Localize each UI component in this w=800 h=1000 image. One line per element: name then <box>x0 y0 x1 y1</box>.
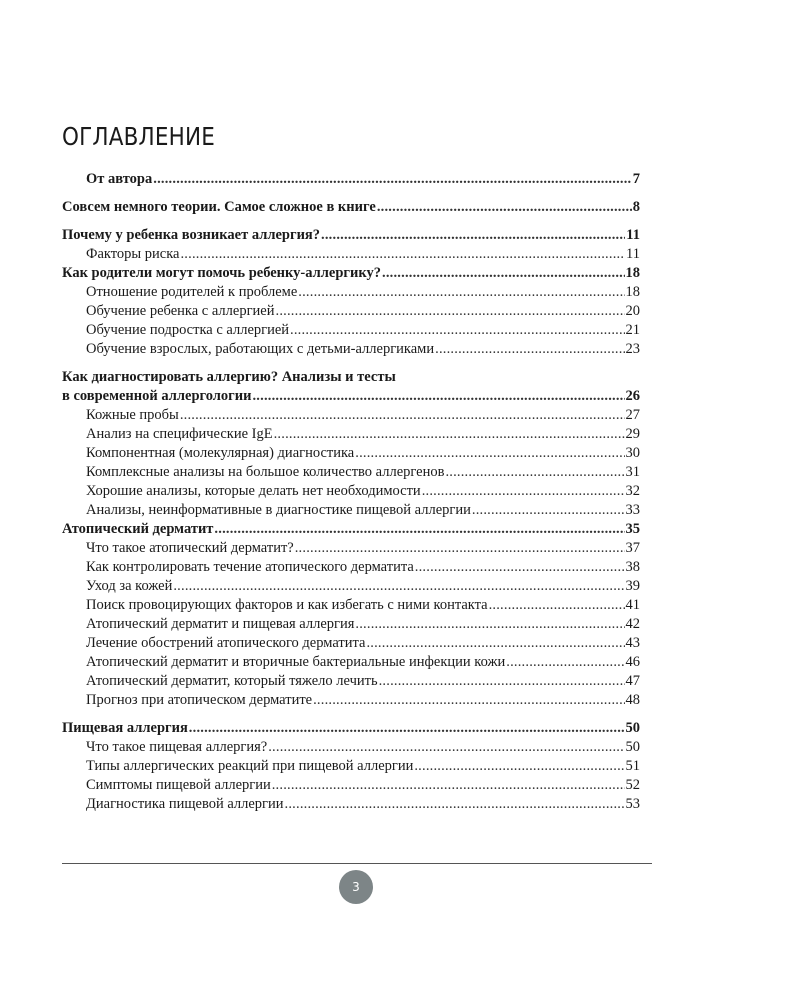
toc-entry[interactable] <box>62 198 640 217</box>
toc-entry-label: Симптомы пищевой аллергии <box>86 777 271 793</box>
leader-dots <box>276 302 625 321</box>
leader-dots <box>422 482 625 501</box>
toc-entry[interactable] <box>62 577 640 596</box>
page-title: ОГЛАВЛЕНИЕ <box>62 122 215 151</box>
toc-entry-page: 23 <box>625 341 640 357</box>
leader-dots <box>435 340 624 359</box>
leader-dots <box>295 539 625 558</box>
toc-entry-page: 26 <box>625 388 640 404</box>
toc-entry[interactable] <box>62 757 640 776</box>
toc-entry-page: 8 <box>632 199 640 215</box>
leader-dots <box>489 596 625 615</box>
table-of-contents <box>62 170 640 814</box>
toc-entry-label: Что такое пищевая аллергия? <box>86 739 268 755</box>
toc-entry-label: Типы аллергических реакций при пищевой аллергии <box>86 758 414 774</box>
toc-entry[interactable] <box>62 226 640 245</box>
toc-entry[interactable] <box>62 691 640 710</box>
toc-entry[interactable] <box>62 539 640 558</box>
toc-entry-page: 20 <box>625 303 640 319</box>
toc-entry-page: 7 <box>632 171 640 187</box>
leader-dots <box>472 501 625 520</box>
toc-entry[interactable] <box>62 387 640 406</box>
toc-entry[interactable] <box>62 321 640 340</box>
toc-entry-label: Диагностика пищевой аллергии <box>86 796 284 812</box>
toc-entry-page: 30 <box>625 445 640 461</box>
toc-entry-label: Атопический дерматит и вторичные бактериальные инфекции кожи <box>86 654 506 670</box>
leader-dots <box>214 520 624 539</box>
toc-entry-page: 31 <box>625 464 640 480</box>
toc-entry-page: 53 <box>625 796 640 812</box>
toc-entry-page: 18 <box>625 265 640 281</box>
toc-entry-label: Кожные пробы <box>86 407 179 423</box>
toc-entry-label: Обучение ребенка с аллергией <box>86 303 275 319</box>
leader-dots <box>379 672 625 691</box>
toc-entry[interactable] <box>62 482 640 501</box>
toc-entry[interactable] <box>62 776 640 795</box>
leader-dots <box>272 776 625 795</box>
toc-entry-page: 43 <box>625 635 640 651</box>
toc-entry-label: Хорошие анализы, которые делать нет необходимости <box>86 483 421 499</box>
toc-entry-label: Атопический дерматит <box>62 521 214 537</box>
leader-dots <box>180 245 625 264</box>
toc-entry-page: 32 <box>625 483 640 499</box>
toc-entry-label: От автора <box>86 171 153 187</box>
toc-entry-label: Почему у ребенка возникает аллергия? <box>62 227 321 243</box>
leader-dots <box>180 406 625 425</box>
toc-entry-page: 35 <box>625 521 640 537</box>
toc-entry-page: 52 <box>625 777 640 793</box>
toc-entry[interactable] <box>62 406 640 425</box>
toc-entry-label: Анализ на специфические IgE <box>86 426 273 442</box>
toc-entry-page: 33 <box>625 502 640 518</box>
leader-dots <box>189 719 625 738</box>
toc-entry-page: 46 <box>625 654 640 670</box>
toc-entry-label: Отношение родителей к проблеме <box>86 284 298 300</box>
leader-dots <box>377 198 632 217</box>
leader-dots <box>415 558 625 577</box>
toc-entry-label: Обучение подростка с аллергией <box>86 322 290 338</box>
toc-entry-page: 37 <box>625 540 640 556</box>
toc-entry[interactable] <box>62 653 640 672</box>
leader-dots <box>506 653 624 672</box>
toc-entry-label-line1[interactable]: Как диагностировать аллергию? Анализы и тесты <box>62 369 396 385</box>
toc-entry-page: 39 <box>625 578 640 594</box>
leader-dots <box>290 321 624 340</box>
toc-entry-label: в современной аллергологии <box>62 388 252 404</box>
toc-entry[interactable] <box>62 615 640 634</box>
toc-entry-page: 48 <box>625 692 640 708</box>
toc-entry-page: 21 <box>625 322 640 338</box>
leader-dots <box>285 795 625 814</box>
leader-dots <box>298 283 624 302</box>
toc-entry-page: 47 <box>625 673 640 689</box>
toc-entry[interactable] <box>62 302 640 321</box>
toc-entry[interactable] <box>62 558 640 577</box>
toc-entry-label: Атопический дерматит и пищевая аллергия <box>86 616 355 632</box>
toc-entry[interactable] <box>62 719 640 738</box>
leader-dots <box>382 264 625 283</box>
toc-entry[interactable] <box>62 444 640 463</box>
toc-entry-label: Факторы риска <box>86 246 180 262</box>
toc-entry-label: Атопический дерматит, который тяжело лечить <box>86 673 378 689</box>
toc-entry[interactable] <box>62 245 640 264</box>
toc-entry-label: Как родители могут помочь ребенку-аллергику? <box>62 265 381 281</box>
toc-entry-page: 41 <box>625 597 640 613</box>
toc-entry[interactable] <box>62 672 640 691</box>
leader-dots <box>153 170 632 189</box>
footer-rule <box>62 863 652 864</box>
toc-entry-label: Что такое атопический дерматит? <box>86 540 294 556</box>
leader-dots <box>355 615 624 634</box>
toc-entry-label: Обучение взрослых, работающих с детьми-аллергиками <box>86 341 435 357</box>
toc-entry[interactable] <box>62 795 640 814</box>
toc-entry[interactable] <box>62 264 640 283</box>
toc-entry-label: Уход за кожей <box>86 578 173 594</box>
toc-entry[interactable] <box>62 520 640 539</box>
toc-entry-label: Компонентная (молекулярная) диагностика <box>86 445 355 461</box>
toc-entry-page: 50 <box>625 739 640 755</box>
toc-entry[interactable] <box>62 340 640 359</box>
toc-entry-label: Поиск провоцирующих факторов и как избегать с ними контакта <box>86 597 488 613</box>
leader-dots <box>355 444 624 463</box>
toc-entry-label: Прогноз при атопическом дерматите <box>86 692 313 708</box>
leader-dots <box>366 634 624 653</box>
leader-dots <box>173 577 624 596</box>
toc-entry[interactable] <box>62 283 640 302</box>
leader-dots <box>414 757 624 776</box>
toc-entry-label: Лечение обострений атопического дерматита <box>86 635 366 651</box>
leader-dots <box>268 738 624 757</box>
page-number-badge: 3 <box>339 870 373 904</box>
toc-entry[interactable] <box>62 738 640 757</box>
toc-entry[interactable] <box>62 425 640 444</box>
leader-dots <box>321 226 625 245</box>
toc-entry-page: 29 <box>625 426 640 442</box>
toc-entry-page: 38 <box>625 559 640 575</box>
toc-entry-label: Комплексные анализы на большое количество аллергенов <box>86 464 445 480</box>
leader-dots <box>313 691 624 710</box>
toc-entry-label: Совсем немного теории. Самое сложное в книге <box>62 199 376 215</box>
leader-dots <box>445 463 624 482</box>
toc-entry-page: 11 <box>626 227 640 243</box>
toc-entry[interactable] <box>62 463 640 482</box>
toc-entry-label: Анализы, неинформативные в диагностике пищевой аллергии <box>86 502 471 518</box>
toc-entry[interactable] <box>62 501 640 520</box>
toc-entry[interactable] <box>62 596 640 615</box>
toc-entry-label: Как контролировать течение атопического дерматита <box>86 559 414 575</box>
toc-entry[interactable] <box>62 634 640 653</box>
toc-entry[interactable] <box>62 170 640 189</box>
toc-entry-page: 42 <box>625 616 640 632</box>
leader-dots <box>252 387 624 406</box>
toc-entry-page: 11 <box>626 246 640 262</box>
toc-entry-page: 27 <box>625 407 640 423</box>
leader-dots <box>274 425 625 444</box>
toc-entry-page: 18 <box>625 284 640 300</box>
toc-entry-page: 51 <box>625 758 640 774</box>
toc-entry-page: 50 <box>625 720 640 736</box>
toc-entry-label: Пищевая аллергия <box>62 720 188 736</box>
